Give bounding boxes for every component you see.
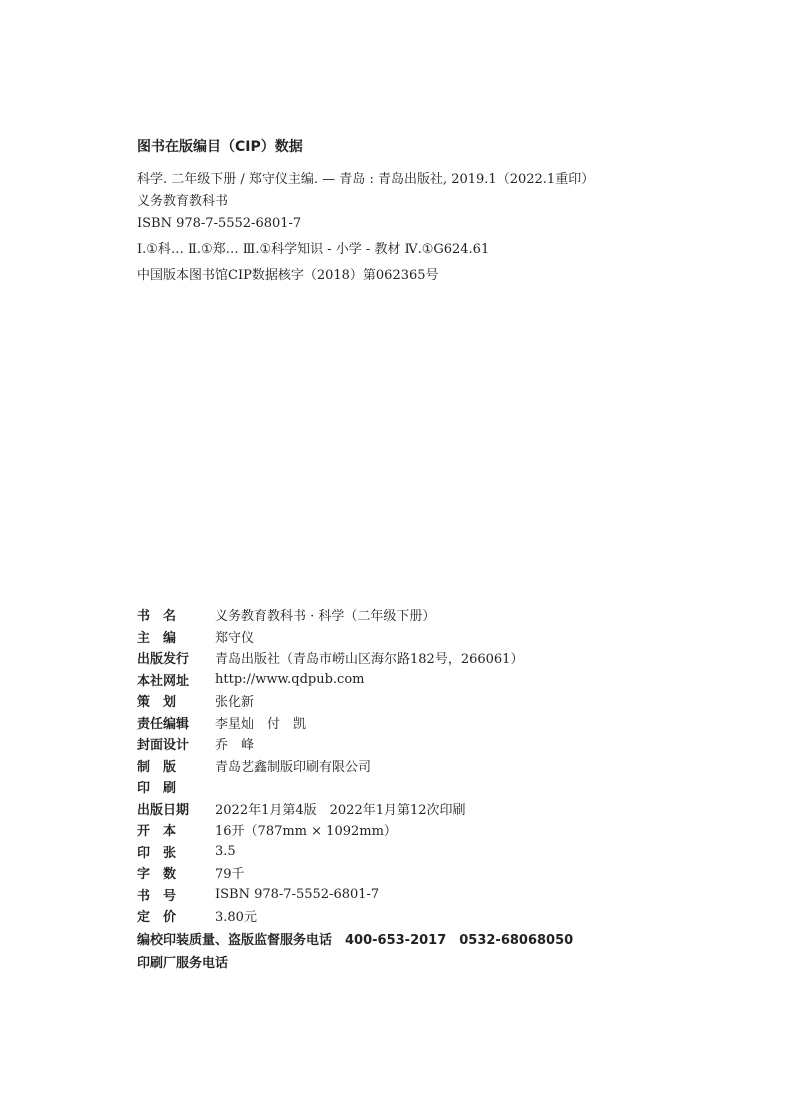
info-label: 策 划 xyxy=(137,695,177,711)
info-row-planner xyxy=(137,690,573,712)
info-label: 开 本 xyxy=(137,824,177,840)
info-row-printed-sheets xyxy=(137,841,573,863)
info-value: 青岛出版社（青岛市崂山区海尔路182号，266061） xyxy=(215,652,524,668)
info-row-plate-making xyxy=(137,755,573,777)
info-label: 本社网址 xyxy=(137,673,190,689)
info-row-cover-design xyxy=(137,733,573,755)
cip-title: 图书在版编目（CIP）数据 xyxy=(137,139,303,155)
info-row-printing xyxy=(137,776,573,798)
info-value: 79千 xyxy=(215,867,245,883)
publication-info xyxy=(137,604,573,973)
printer-hotline: 印刷厂服务电话 xyxy=(137,955,229,971)
info-row-book-number xyxy=(137,884,573,906)
info-label: 定 价 xyxy=(137,910,177,926)
info-label: 书 号 xyxy=(137,888,177,904)
info-value: 16开（787mm × 1092mm） xyxy=(215,824,397,840)
quality-hotline: 编校印装质量、盗版监督服务电话 400-653-2017 0532-68068050 xyxy=(137,932,574,948)
info-label: 书 名 xyxy=(137,609,177,625)
info-row-price xyxy=(137,905,573,927)
info-value: http://www.qdpub.com xyxy=(215,671,365,687)
info-value: 李星灿 付 凯 xyxy=(215,716,307,732)
info-value: 3.80元 xyxy=(215,910,257,926)
info-value: 青岛艺鑫制版印刷有限公司 xyxy=(215,759,372,775)
cip-classification-line: Ⅰ.①科… Ⅱ.①郑… Ⅲ.①科学知识 - 小学 - 教材 Ⅳ.①G624.61 xyxy=(137,242,490,257)
info-label: 出版日期 xyxy=(137,802,190,818)
info-value: 郑守仪 xyxy=(215,630,255,646)
info-value: 2022年1月第4版 2022年1月第12次印刷 xyxy=(215,802,466,818)
info-value: 乔 峰 xyxy=(215,738,255,754)
info-value: 3.5 xyxy=(215,843,236,859)
info-value: 义务教育教科书 · 科学（二年级下册） xyxy=(215,609,436,625)
info-value: ISBN 978-7-5552-6801-7 xyxy=(215,886,380,902)
cip-block xyxy=(137,136,594,287)
info-row-publisher xyxy=(137,647,573,669)
cip-isbn-line: ISBN 978-7-5552-6801-7 xyxy=(137,216,302,231)
info-label: 印 张 xyxy=(137,845,177,861)
info-row-responsible-editor xyxy=(137,712,573,734)
info-row-website xyxy=(137,669,573,691)
cip-book-title-line: 科学. 二年级下册 / 郑守仪主编. — 青岛 : 青岛出版社, 2019.1（2022.1重印） xyxy=(137,172,595,187)
info-label: 责任编辑 xyxy=(137,716,190,732)
info-value: 张化新 xyxy=(215,695,255,711)
info-label: 印 刷 xyxy=(137,781,177,797)
cip-record-number-line: 中国版本图书馆CIP数据核字（2018）第062365号 xyxy=(137,268,439,283)
info-row-book-name xyxy=(137,604,573,626)
info-row-editor-in-chief xyxy=(137,626,573,648)
info-label: 出版发行 xyxy=(137,652,190,668)
info-row-format xyxy=(137,819,573,841)
info-label: 主 编 xyxy=(137,630,177,646)
info-label: 制 版 xyxy=(137,759,177,775)
info-label: 封面设计 xyxy=(137,738,190,754)
info-row-publish-date xyxy=(137,798,573,820)
info-row-word-count xyxy=(137,862,573,884)
info-label: 字 数 xyxy=(137,867,177,883)
cip-series-line: 义务教育教科书 xyxy=(137,194,229,209)
